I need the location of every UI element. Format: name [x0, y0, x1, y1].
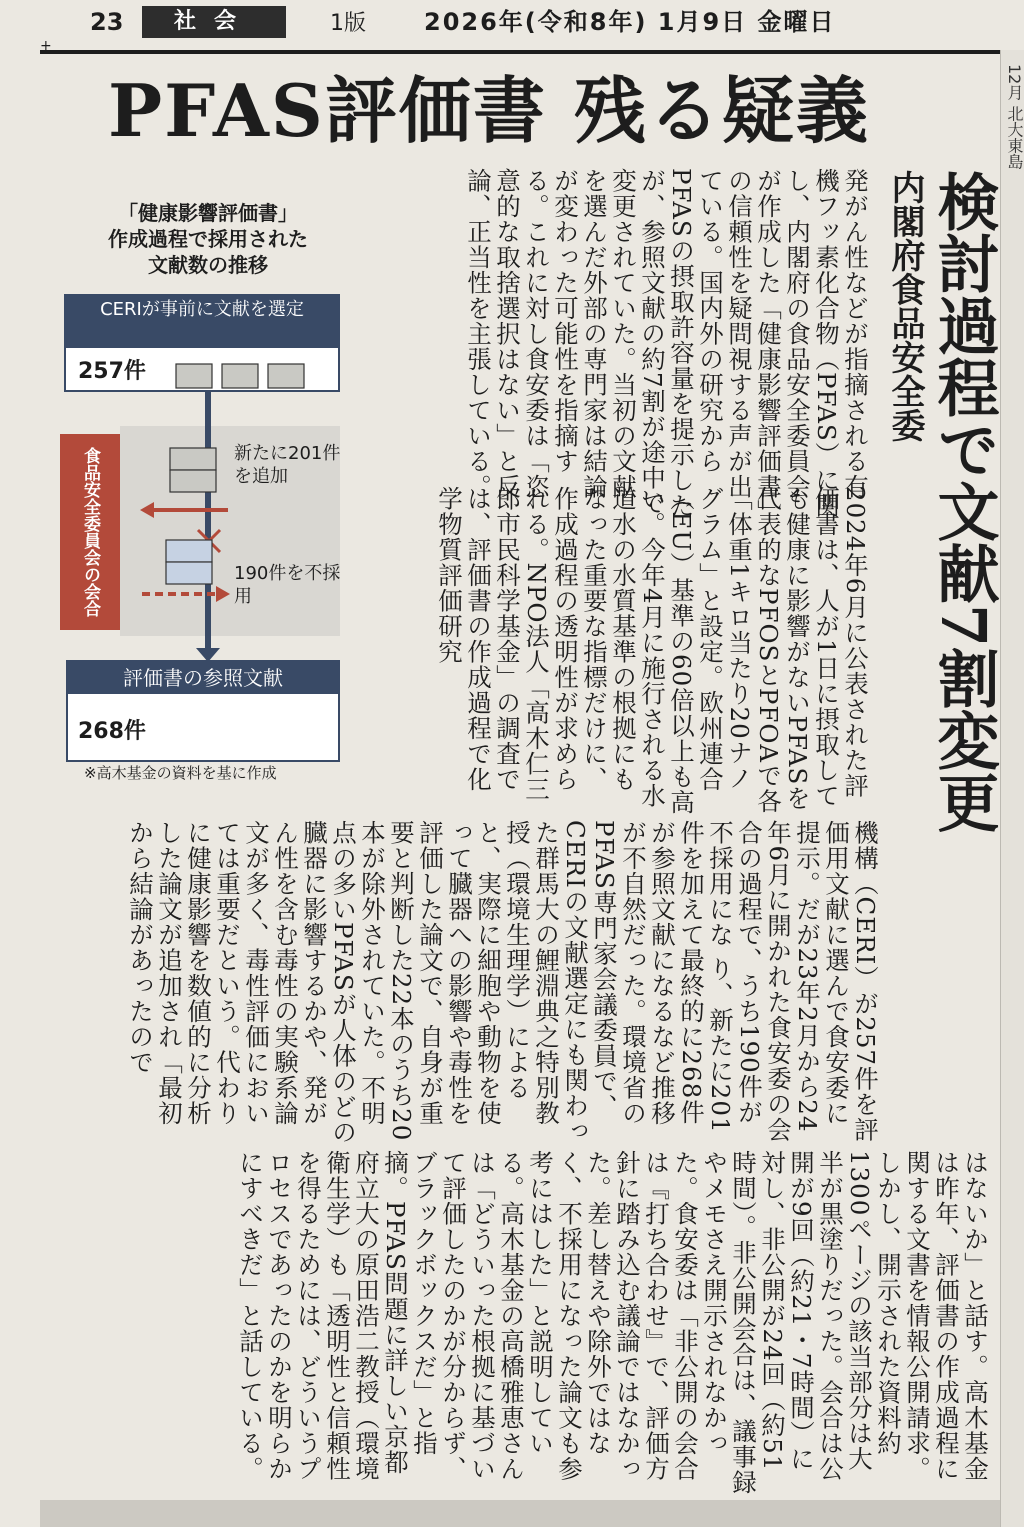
article-column-2: 2024年6月に公表された評価書は、人が1日に摂取しても健康に影響がないPFASを代表的なPFOSとPFOAで各「体重1キロ当たり20ナノグラム」と設定。欧州連合（EU）基準の60倍以上も高い。今年4月に施行される水道水の水質基準の根拠にもなった重要な指標だけに、作成過程の透明性が求められる。NPO法人「高木仁三郎市民科学基金」の調査では、評価書の作成過程で化学物質評価研究 [435, 486, 870, 815]
references-box [66, 660, 340, 762]
page-number: 23 [90, 8, 124, 36]
registration-mark: + [40, 38, 52, 54]
removed-arrowhead [216, 586, 230, 602]
added-arrowhead [140, 502, 154, 518]
article-column-3: 機構（CERI）が257件を評価用文献に選んで食安委に提示。だが23年2月から24年6月に開かれた食安委の会合の過程で、うち190件が不採用にな り、新たに201件を加えて最終的に268件が参照文献になるなど推移が不自然だった。環境省のPFAS専門家会議委員で、CERIの文献選定にも関わった群馬大の鯉淵典之特別教授（環境生理学）によると、実際に細胞や動物を使って臓器への影響や毒性を評価した論文で、自身が重要と判断した22本のうち20本が除外されていた。不明点の多いPFASが人体のどの臓器に影響するかや、発がん性を含む毒性の実験系論文が多く、毒性評価においては重要だという。代わりに健康影響を数値的に分析した論文が追加され「最初から結論があったので [126, 820, 880, 1145]
subheadline-block [884, 170, 1000, 1170]
ceri-selection-count: 257件 [78, 359, 146, 384]
source-note: ※高木基金の資料を基に作成 [84, 764, 277, 782]
references-count: 268件 [78, 719, 146, 744]
infographic-title-line: 文献数の推移 [148, 253, 268, 277]
infographic [58, 190, 358, 790]
subheadline: 検討過程で文献7割変更 [927, 170, 1000, 834]
adjacent-page-edge [1000, 50, 1024, 1527]
added-documents-label: 新たに201件を追加 [234, 443, 341, 487]
adjacent-page-fragment: 12月 北大東島 [1005, 64, 1024, 170]
infographic-title-line: 作成過程で採用された [108, 227, 308, 251]
kicker: 内閣府食品安全委 [885, 170, 925, 442]
ceri-selection-label: CERIが事前に文献を選定 [66, 296, 338, 348]
references-label: 評価書の参照文献 [68, 662, 338, 694]
article-column-4: はないか」と話す。高木基金は昨年、評価書の作成過程に関する文書を情報公開請求。しかし、開示された資料約1300ページの該当部分は大半が黒塗りだった。会合は公開が9回（約21・7時間）に対し、非公開が24回（約51時間）。非公開会合は、議事録やメモさえ開示されなかった。食安委は「非公開の会合は『打ち合わせ』で、評価方針に踏み込む議論ではなかった。差し替えや除外ではなく、不採用になった論文も参考にはした」と説明している。高木基金の高橋雅恵さんは「どういった根拠に基づいて評価したのかが分からず、ブラックボックスだ」と指摘。PFAS問題に詳しい京都府立大の原田浩二教授（環境衛生学）も「透明性と信頼性を得るためには、どういうプロセスであったのかを明らかにすべきだ」と話している。 [236, 1150, 990, 1495]
bottom-strip [40, 1500, 1000, 1527]
infographic-title-line: 「健康影響評価書」 [118, 201, 298, 225]
section-label: 社会 [142, 6, 286, 38]
committee-meeting-label: 食品安全委員会の会合 [60, 434, 120, 630]
edition-label: 1版 [330, 11, 366, 36]
header-rule [40, 50, 1000, 54]
rejected-documents-label: 190件を不採用 [234, 563, 341, 607]
issue-date: 2026年(令和8年) 1月9日 金曜日 [424, 8, 836, 36]
article-column-1: 発がん性などが指摘される有機フッ素化合物（PFAS）に関し、内閣府の食品安全委員会が作成した「健康影響評価書」の信頼性を疑問視する声が出ている。国内外の研究からPFASの摂取許容量を提示したが、参照文献の約7割が途中で変更されていた。当初の文献を選んだ外部の専門家は結論が変わった可能性を指摘する。これに対し食安委は「恣意的な取捨選択はない」と反論、正当性を主張している。 [464, 168, 870, 519]
headline: PFAS評価書 残る疑義 [108, 68, 870, 153]
